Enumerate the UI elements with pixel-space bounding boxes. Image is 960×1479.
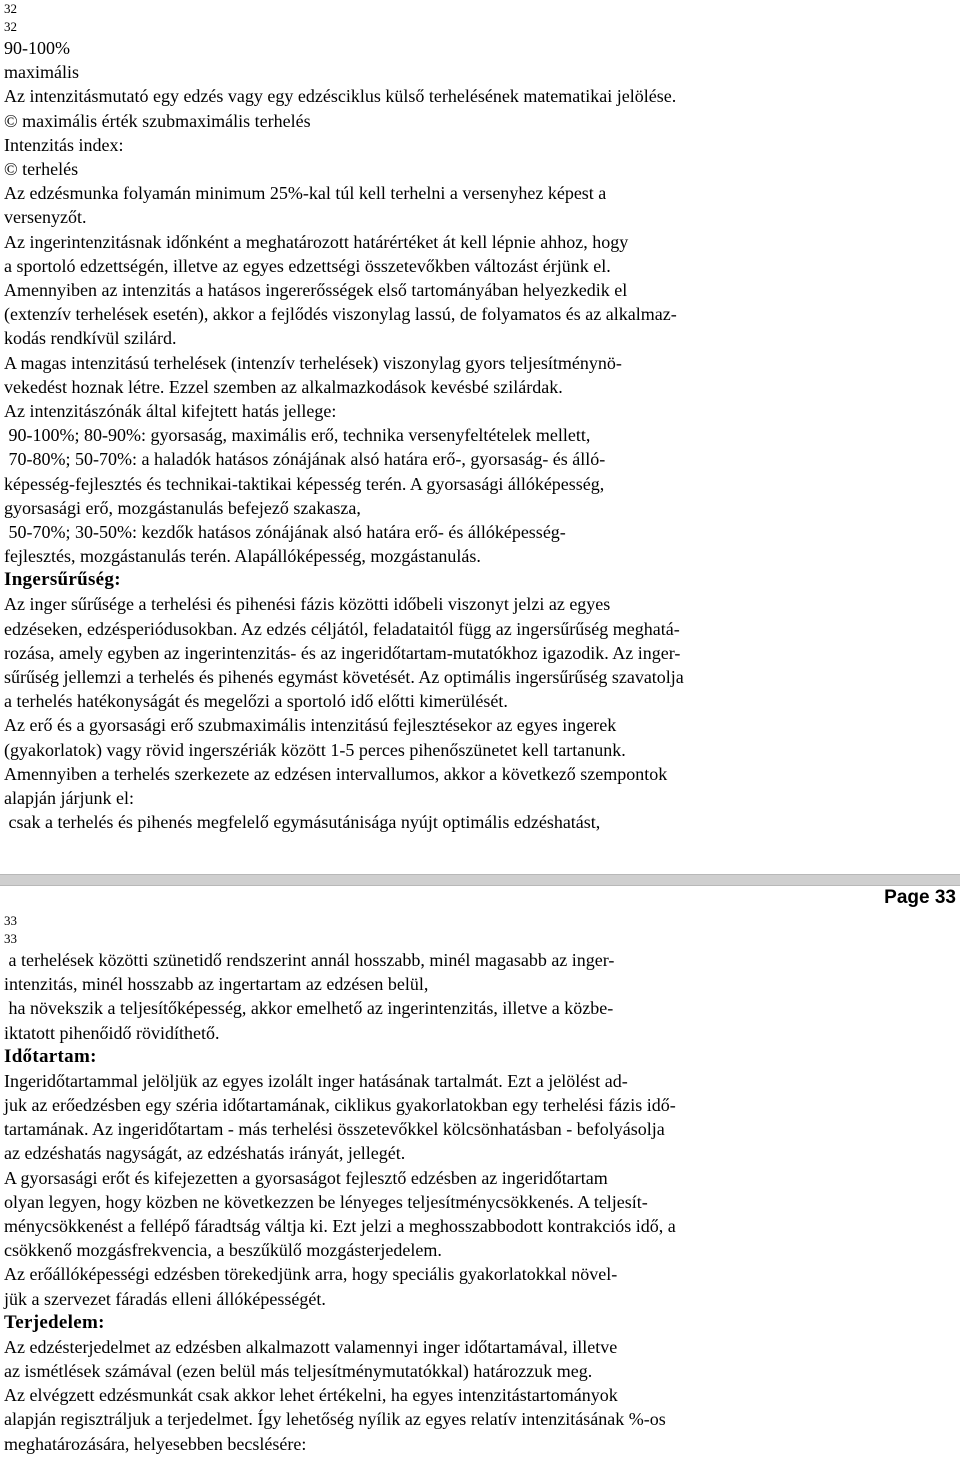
- text-line: Ingeridőtartammal jelöljük az egyes izolált inger hatásának tartalmát. Ezt a jelölést ad-: [4, 1070, 628, 1091]
- text-line: sűrűség jellemzi a terhelés és pihenés egymást követését. Az optimális ingersűrűség szavatolja: [4, 667, 684, 688]
- text-line: (gyakorlatok) vagy rövid ingerszériák között 1-5 perces pihenőszünetet kell tartanunk.: [4, 739, 626, 760]
- section-heading-terjedelem: Terjedelem:: [4, 1311, 105, 1333]
- text-line: Az ingerintenzitásnak időnként a meghatározott határértéket át kell lépnie ahhoz, hogy: [4, 231, 629, 252]
- text-line: © maximális érték szubmaximális terhelés: [4, 110, 311, 131]
- body-text-block: [0, 592, 960, 834]
- text-line: Az erőállóképességi edzésben törekedjünk arra, hogy speciális gyakorlatokkal növel-: [4, 1264, 618, 1285]
- document-page-33: [0, 912, 960, 1456]
- text-line: alapján járjunk el:: [4, 788, 134, 809]
- bullet-line: ha növekszik a teljesítőképesség, akkor emelhető az ingerintenzitás, illetve a közbe-: [4, 998, 614, 1019]
- page-header-number: 32: [4, 1, 17, 16]
- text-line: (extenzív terhelések esetén), akkor a fejlődés viszonylag lassú, de folyamatos és az alkalmaz-: [4, 304, 677, 325]
- text-line: 90-100%: [4, 38, 70, 58]
- bullet-line: 90-100%; 80-90%: gyorsaság, maximális erő, technika versenyfeltételek mellett,: [4, 425, 591, 446]
- section-heading-idotartam: Időtartam:: [4, 1045, 97, 1067]
- text-line: ménycsökkenést a fellépő fáradtság váltja ki. Ezt jelzi a meghosszabbodott kontrakciós idő, a: [4, 1216, 676, 1237]
- text-line: jük a szervezet fáradás elleni állóképességét.: [4, 1288, 326, 1309]
- text-line: a sportoló edzettségén, illetve az egyes edzettségi összetevőkben változást érjünk el.: [4, 255, 611, 276]
- text-line: kodás rendkívül szilárd.: [4, 328, 177, 349]
- text-line: alapján regisztráljuk a terjedelmet. Így lehetőség nyílik az egyes relatív intenzitásának %-os: [4, 1409, 666, 1430]
- bullet-line: csak a terhelés és pihenés megfelelő egymásutánisága nyújt optimális edzéshatást,: [4, 812, 601, 833]
- bullet-line: 70-80%; 50-70%: a haladók hatásos zónájának alsó határa erő-, gyorsaság- és álló-: [4, 449, 606, 470]
- text-line: Az elvégzett edzésmunkát csak akkor lehet értékelni, ha egyes intenzitástartományok: [4, 1385, 618, 1406]
- text-line: maximális: [4, 62, 79, 83]
- text-line: A gyorsasági erőt és kifejezetten a gyorsaságot fejlesztő edzésben az ingeridőtartam: [4, 1167, 608, 1188]
- text-line: Az erő és a gyorsasági erő szubmaximális intenzitású fejlesztésekor az egyes ingerek: [4, 715, 617, 736]
- page-header-number-repeat: 32: [4, 19, 17, 34]
- section-heading-ingersuruseg: Ingersűrűség:: [4, 569, 121, 591]
- text-line: a terhelés hatékonyságát és megelőzi a sportoló idő előtti kimerülését.: [4, 691, 508, 712]
- text-line: vekedést hoznak létre. Ezzel szemben az alkalmazkodások kevésbé szilárdak.: [4, 376, 563, 397]
- text-line: edzéseken, edzésperiódusokban. Az edzés céljától, feladataitól függ az ingersűrűség meghatá-: [4, 618, 680, 639]
- body-text-block: [0, 1335, 960, 1456]
- text-line: © terhelés: [4, 159, 79, 180]
- text-line: Amennyiben a terhelés szerkezete az edzésen intervallumos, akkor a következő szempontok: [4, 763, 668, 784]
- text-line: Az intenzitászónák által kifejtett hatás jellege:: [4, 401, 337, 422]
- text-line: juk az erőedzésben egy széria időtartamának, ciklikus gyakorlatokban egy terhelési fázis idő-: [4, 1095, 676, 1116]
- text-line: tartamának. Az ingeridőtartam - más terhelési összetevőkkel kölcsönhatásban - befolyásolja: [4, 1119, 665, 1140]
- text-line: gyorsasági erő, mozgástanulás befejező szakasza,: [4, 497, 361, 518]
- text-line: képesség-fejlesztés és technikai-taktikai képesség terén. A gyorsasági állóképesség,: [4, 473, 605, 494]
- page-header-number: 33: [4, 913, 17, 928]
- text-line: az ismétlések számával (ezen belül más teljesítménymutatókkal) határozzuk meg.: [4, 1361, 593, 1382]
- text-line: rozása, amely egyben az ingerintenzitás- és az ingeridőtartam-mutatókhoz igazodik. Az inger-: [4, 642, 681, 663]
- text-line: A magas intenzitású terhelések (intenzív terhelések) viszonylag gyors teljesítménynö-: [4, 352, 622, 373]
- text-line: Az inger sűrűsége a terhelési és pihenési fázis közötti időbeli viszonyt jelzi az egyes: [4, 594, 611, 615]
- text-line: iktatott pihenőidő rövidíthető.: [4, 1022, 220, 1043]
- text-line: versenyzőt.: [4, 207, 87, 228]
- text-line: fejlesztés, mozgástanulás terén. Alapállóképesség, mozgástanulás.: [4, 546, 481, 567]
- text-line: olyan legyen, hogy közben ne következzen be lényeges teljesítménycsökkenés. A teljesít-: [4, 1191, 648, 1212]
- bullet-line: a terhelések közötti szünetidő rendszerint annál hosszabb, minél magasabb az inger-: [4, 950, 615, 970]
- text-line: Amennyiben az intenzitás a hatásos ingererősségek első tartományában helyezkedik el: [4, 280, 628, 301]
- page-number-label: Page 33: [884, 887, 956, 908]
- text-line: Az edzésterjedelmet az edzésben alkalmazott valamennyi inger időtartamával, illetve: [4, 1336, 618, 1357]
- text-line: Az edzésmunka folyamán minimum 25%-kal túl kell terhelni a versenyhez képest a: [4, 183, 607, 204]
- bullet-line: 50-70%; 30-50%: kezdők hatásos zónájának alsó határa erő- és állóképesség-: [4, 522, 566, 543]
- body-text-block: [0, 36, 960, 568]
- body-text-block: [0, 948, 960, 1045]
- text-line: Intenzitás index:: [4, 134, 124, 155]
- text-line: Az intenzitásmutató egy edzés vagy egy edzésciklus külső terhelésének matematikai jelölése.: [4, 86, 677, 107]
- text-line: intenzitás, minél hosszabb az ingertartam az edzésen belül,: [4, 974, 429, 995]
- body-text-block: [0, 1069, 960, 1311]
- text-line: meghatározására, helyesebben becslésére:: [4, 1433, 307, 1454]
- page-header-number-repeat: 33: [4, 931, 17, 946]
- page-separator-bar: [0, 874, 960, 886]
- text-line: az edzéshatás nagyságát, az edzéshatás irányát, jellegét.: [4, 1143, 406, 1164]
- text-line: csökkenő mozgásfrekvencia, a beszűkülő mozgásterjedelem.: [4, 1240, 442, 1261]
